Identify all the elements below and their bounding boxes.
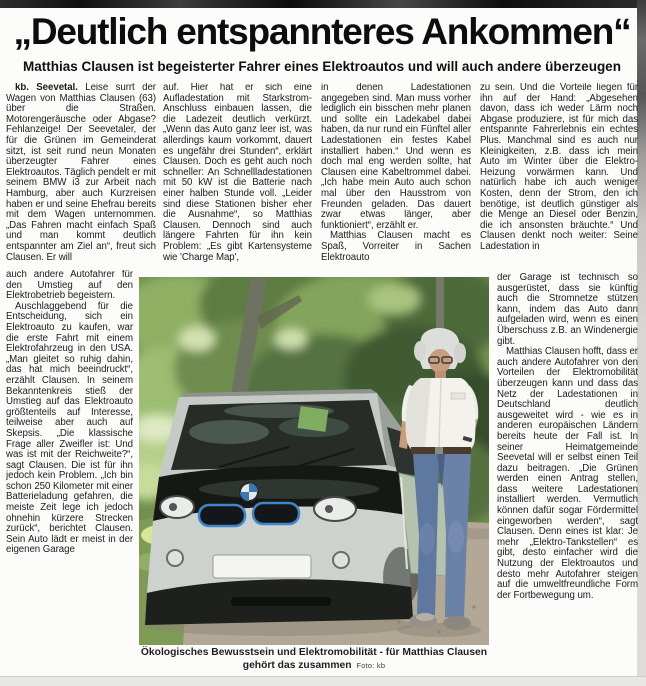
article-subheadline: Matthias Clausen ist begeisterter Fahrer eines Elektroautos und will auch andere überzeugen — [23, 59, 621, 74]
paragraph: auf. Hier hat er sich eine Aufladestation mit Starkstrom-Anschluss einbauen lassen, die die Ladezeit deutlich verkürzt. „Wenn das Auto ganz leer ist, was allerdings kaum vorkommt, dauert es ungefähr drei Stunden“, erklärt Clausen. Doch es geht auch noch schneller: An Schnellladestationen mit 50 kW ist die Batterie nach einer halben Stunde voll. „Leider sind diese Stationen bisher eher die Ausnahme“, so Matthias Clausen. Dennoch sind auch längere Fahrten für ihn kein Problem: „Es gibt Kartensysteme wie 'Charge Map', — [163, 83, 312, 263]
article-column-4-top — [480, 83, 638, 273]
paragraph: Matthias Clausen macht es Spaß, Vorreiter in Sachen Elektroauto — [321, 230, 471, 263]
scan-edge-bottom — [0, 676, 646, 686]
paragraph: Matthias Clausen hofft, dass er auch andere Autofahrer von den Vorteilen der Elektromobilität überzeugen kann und dass das Netz der Ladestationen in Deutschland deutlich ausgeweitet wird - wie es in anderen europäischen Ländern bereits heute der Fall ist. In seiner Heimatgemeinde Seevetal will er selbst einen Teil dazu beitragen. „Die Grünen werden einen Antrag stellen, dass weitere Ladestationen installiert werden. Vermutlich können dafür sogar Fördermittel eingeworben werden“, sagt Clausen. Denn eines ist klar: Je mehr „Elektro-Tankstellen“ es gibt, desto einfacher wird die Nutzung der Elektroautos und desto mehr Autofahrer steigen auf die umweltfreundliche Form der Fortbewegung um. — [497, 346, 638, 601]
photo-caption-text: Ökologisches Bewusstsein und Elektromobilität - für Matthias Clausen gehört das zusammen — [140, 647, 488, 671]
article-photo — [139, 277, 489, 645]
photo-credit: Foto: kb — [356, 660, 386, 670]
article-column-1-bottom — [6, 270, 133, 672]
paragraph: in denen Ladestationen angegeben sind. Man muss vorher lediglich ein bisschen mehr planen und sollte ein Ladekabel dabei haben, da nur rund ein Fünftel aller Ladestationen ein festes Kabel installiert haben.“ Und wenn es doch mal eng werden sollte, hat Clausen eine Kabeltrommel dabei. „Ich habe mein Auto auch schon mal über den Hausstrom von Freunden geladen. Das dauert zwar etwas länger, aber funktioniert“, erzählt er. — [321, 83, 471, 231]
paragraph: auch andere Autofahrer für den Umstieg auf den Elektrobetrieb begeistern. — [6, 270, 133, 302]
paragraph: der Garage ist technisch so ausgerüstet, dass sie künftig auch die Stromnetze stützen kann, indem das Auto dann aufgeladen wird, wenn es einen Überschuss z.B. an Windenergie gibt. — [497, 273, 638, 347]
scan-edge-right — [637, 0, 646, 686]
location-lead-in: kb. Seevetal. — [15, 83, 78, 93]
paragraph: zu sein. Und die Vorteile liegen für ihn auf der Hand: „Abgesehen davon, dass ich weder Lärm noch Abgase produziere, ist für mich das entspannte Fahrerlebnis ein echtes Plus. Manchmal sind es auch nur Kleinigkeiten, z.B. dass ich mein Auto im Winter über die Elektro-Heizung vorwärmen kann. Und natürlich habe ich auch weniger Kosten, denn der Strom, den ich benötige, ist deutlich günstiger als die Menge an Diesel oder Benzin, die ich ansonsten bräuchte.“ Und Clausen denkt noch weiter: Seine Ladestation in — [480, 83, 638, 252]
photo-illustration-bmw-i3-and-driver — [139, 277, 489, 645]
article-column-1-top — [6, 83, 156, 270]
article-column-3 — [321, 83, 471, 297]
paragraph: Auschlaggebend für die Entscheidung, sich ein Elektroauto zu kaufen, war die erste Fahrt mit einem Elektrofahrzeug in den USA. „Man gleitet so ruhig dahin, das hat mich beeindruckt“, erzählt Clausen. In seinem Bekanntenkreis stieß der Umstieg auf das Elektroauto größtenteils auf Interesse, teilweise aber auch auf Skepsis. „Die klassische Frage aller Zweifler ist: Und was ist mit der Reichweite?“, sagt Clausen. Die ist für ihn jedoch kein Problem. „Ich bin schon 250 Kilometer mit einer Batterieladung gefahren, die meiste Zeit lege ich jedoch ohnehin kürzere Strecken zurück“, berichtet Clausen. Sein Auto lädt er meist in der eigenen Garage — [6, 300, 133, 556]
article-column-4-bottom — [497, 273, 638, 673]
scan-edge-top — [0, 0, 646, 8]
article-headline: „Deutlich entspannteres Ankommen“ — [13, 11, 631, 52]
photo-caption — [126, 647, 502, 672]
paragraph — [6, 83, 156, 263]
paragraph-text: Leise surrt der Wagen von Matthias Clausen (63) über die Straßen. Motorengeräusche oder Abgase? Fehlanzeige! Der Seevetaler, der für die Grünen im Gemeinderat sitzt, ist seit rund neun Monaten überzeugter Fahrer eines Elektroautos. Täglich pendelt er mit seinem BMW i3 zur Arbeit nach Hamburg, aber auch Kurzreisen haben er und seine Ehefrau bereits mit dem Wagen unternommen. „Das Fahren macht einfach Spaß und man kommt deutlich entspannter am Ziel an“, freut sich Clausen. Er will — [6, 83, 156, 263]
article-column-2 — [163, 83, 312, 278]
